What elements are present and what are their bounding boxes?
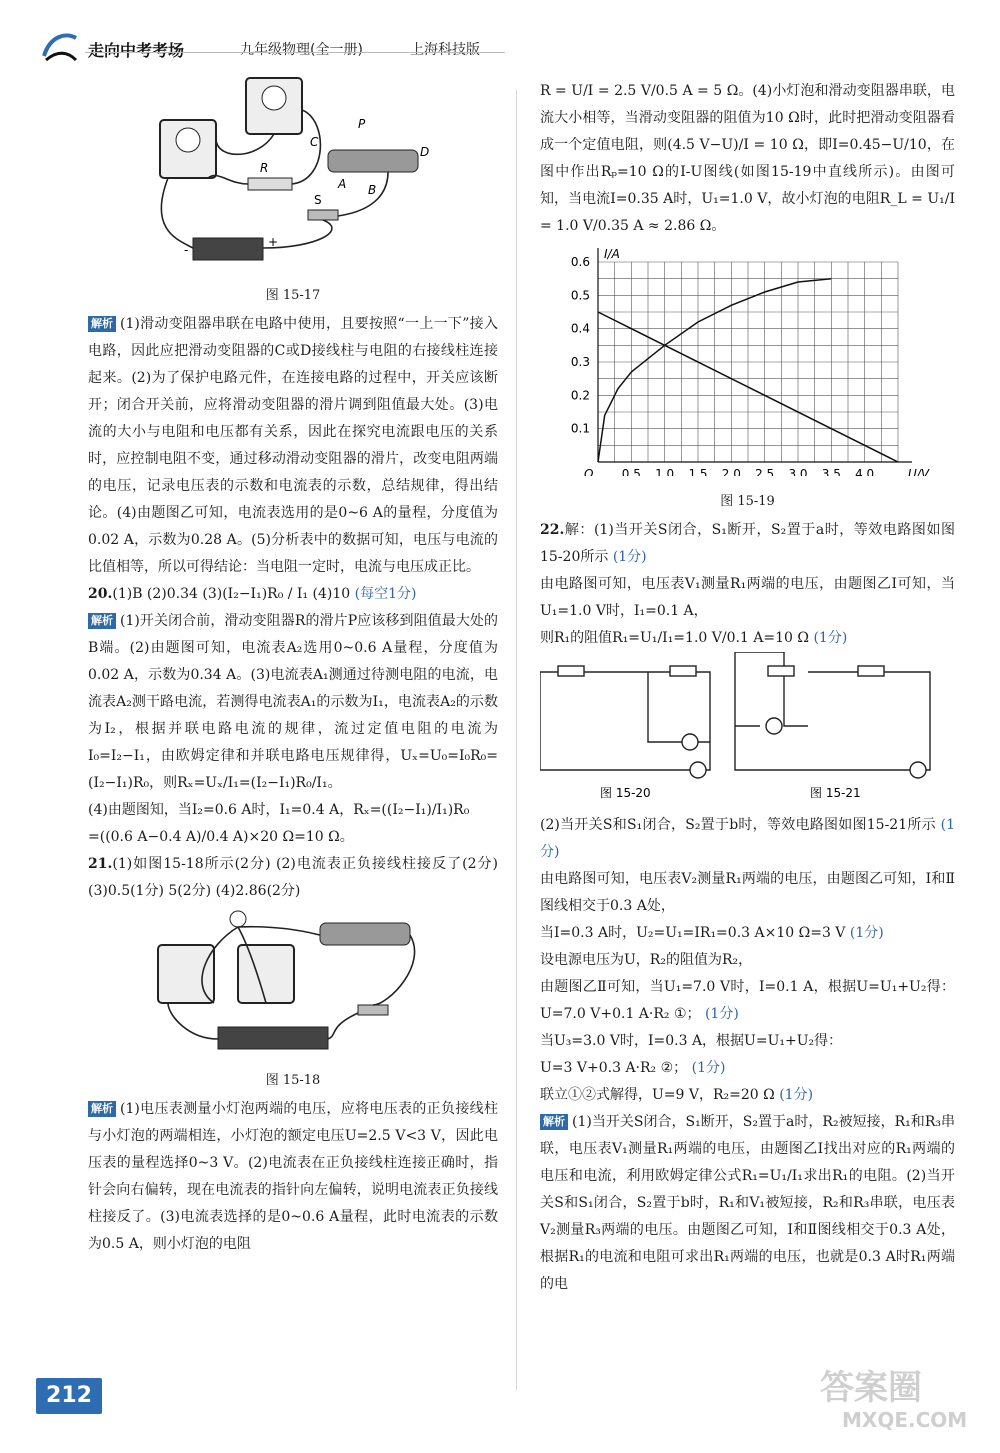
fig-15-21-caption: 图 15-21 xyxy=(810,786,861,800)
q20-number: 20. xyxy=(88,586,113,602)
q20-answer xyxy=(88,581,498,608)
watermark: 答案圈 xyxy=(820,1368,922,1408)
analysis-22 xyxy=(540,1109,955,1298)
rheostat-2 xyxy=(320,923,410,945)
voltmeter-dial xyxy=(262,86,286,110)
column-divider xyxy=(516,90,517,1390)
label-p: P xyxy=(358,117,366,131)
q22-part10-text: U=3 V+0.3 A·R₂ ②； xyxy=(540,1060,688,1076)
y-tick-label: 0.1 xyxy=(570,421,590,436)
fig-15-17-caption: 图 15-17 xyxy=(265,288,321,303)
x-tick-label: 4.0 xyxy=(855,467,875,476)
figure-15-19-chart xyxy=(540,240,955,476)
q22-part1-text: 解：(1)当开关S闭合，S₁断开，S₂置于a时，等效电路图如图15-20所示 xyxy=(540,522,955,565)
q21-number: 21. xyxy=(88,856,113,872)
y-tick-label: 0.6 xyxy=(570,255,590,269)
battery-2 xyxy=(218,1027,328,1049)
score: (1分) xyxy=(540,817,955,860)
label-d: D xyxy=(420,145,430,159)
brand-title: 走向中考考场 xyxy=(88,41,185,60)
page-number: 212 xyxy=(36,1378,102,1414)
x-tick-label: 3.5 xyxy=(821,467,841,476)
switch xyxy=(308,210,338,220)
q22-part10 xyxy=(540,1055,955,1082)
x-tick-label: 0.5 xyxy=(621,467,641,476)
analysis-22-text: (1)当开关S闭合，S₁断开，S₂置于a时，R₂被短接，R₁和R₃串联，电压表V₁测量R₁两端的电压，由题图乙Ⅰ找出对应的R₁两端的电压和电流，利用欧姆定律公式R₁=U₁/I₁求出R₁的电阻。(2)当开关S和S₁闭合，S₂置于b时，R₁和V₁被短接，R₂和R₃串联，电压表V₂测量R₃两端的电压。由题图乙可知，Ⅰ和Ⅱ图线相交于0.3 A处，根据R₁的电流和电阻可求出R₁两端的电压，也就是0.3 A时R₁两端的电 xyxy=(540,1114,955,1292)
analysis-tag: 解析 xyxy=(88,613,116,629)
y-axis-label: I/A xyxy=(604,247,620,261)
analysis-21 xyxy=(88,1096,498,1258)
q22-number: 22. xyxy=(540,522,565,538)
lamp-bulb xyxy=(230,911,246,927)
y-tick-label: 0.5 xyxy=(570,288,590,303)
q22-part3-text: 则R₁的阻值R₁=U₁/I₁=1.0 V/0.1 A=10 Ω xyxy=(540,630,810,646)
q22-part1 xyxy=(540,517,955,571)
q22-part11-text: 联立①②式解得，U=9 V，R₂=20 Ω xyxy=(540,1087,775,1103)
score: (1分) xyxy=(849,925,884,941)
analysis-20-text: (1)开关闭合前，滑动变阻器R的滑片P应该移到阻值最大处的B端。(2)由题图可知，电流表A₂选用0~0.6 A量程，分度值为0.02 A，示数为0.34 A。(3)电流表A₁测通过待测电阻的电流，电流表A₂测干路电流，若测得电流表A₁的示数为I₁，电流表A₂的示数为I₂，根据并联电路电流的规律，流过定值电阻的电流为I₀=I₂−I₁，由欧姆定律和并联电路电压规律得，Uₓ=U₀=I₀R₀=(I₂−I₁)R₀，则Rₓ=Uₓ/I₁=(I₂−I₁)R₀/I₁。 xyxy=(88,613,498,791)
left-column xyxy=(88,60,498,1258)
figure-15-18 xyxy=(88,905,498,1055)
analysis-20-result: =((0.6 A−0.4 A)/0.4 A)×20 Ω=10 Ω。 xyxy=(88,829,354,845)
circuit-15-20 xyxy=(540,666,710,778)
label-minus: - xyxy=(184,243,189,257)
y-tick-label: 0.4 xyxy=(570,321,590,336)
label-r: R xyxy=(260,161,269,175)
q22-part11 xyxy=(540,1082,955,1109)
fig-15-19-caption: 图 15-19 xyxy=(720,494,775,509)
ammeter-dial xyxy=(176,128,200,152)
x-tick-label: 1.0 xyxy=(655,467,675,476)
analysis-19-text: (1)滑动变阻器串联在电路中使用，且要按照“一上一下”接入电路，因此应把滑动变阻器的C或D接线柱与电阻的右接线柱连接起来。(2)为了保护电路元件，在连接电路的过程中，开关应该断开；闭合开关前，应将滑动变阻器的滑片调到阻值最大处。(3)电流的大小与电阻和电压都有关系，因此在探究电流跟电压的关系时，应控制电阻不变，通过移动滑动变阻器的滑片，改变电阻两端的电压，记录电压表的示数和电流表的示数，总结规律，得出结论。(4)由题图乙可知，电流表选用的是0~6 A的量程，分度值为0.02 A，示数为0.28 A。(5)分析表中的数据可知，电压与电流的比值相等，所以可得结论：当电阻一定时，电流与电压成正比。 xyxy=(88,316,498,575)
q21-answer-text: (1)如图15-18所示(2分) (2)电流表正负接线柱接反了(2分) (3)0.5(1分) 5(2分) (4)2.86(2分) xyxy=(88,856,498,899)
x-axis-label: U/V xyxy=(908,467,930,476)
q22-part7: 设电源电压为U，R₂的阻值为R₂， xyxy=(540,952,753,968)
analysis-21-text: (1)电压表测量小灯泡两端的电压，应将电压表的正负接线柱与小灯泡的两端相连，小灯泡的额定电压U=2.5 V<3 V，因此电压表的量程选择0~3 V。(2)电流表在正负接线柱连接正确时，指针会向右偏转，现在电流表的指针向左偏转，说明电流表正负接线柱接反了。(3)电流表选择的是0~0.6 A量程，此时电流表的示数为0.5 A，则小灯泡的电阻 xyxy=(88,1101,498,1252)
q22-part5: 由电路图可知，电压表V₂测量R₁两端的电压，由题图乙可知，Ⅰ和Ⅱ图线相交于0.3 A处， xyxy=(540,871,955,914)
book-title: 九年级物理(全一册) xyxy=(240,42,363,58)
x-tick-label: 2.5 xyxy=(755,467,775,476)
x-tick-label: 2.0 xyxy=(721,467,741,476)
circuit-15-21 xyxy=(735,652,930,778)
header-rule xyxy=(85,52,505,53)
label-c: C xyxy=(310,135,319,149)
rheostat xyxy=(328,150,418,172)
q22-part6 xyxy=(540,920,955,947)
score: (1分) xyxy=(612,549,647,565)
voltmeter-2 xyxy=(238,945,294,1003)
brand-logo-icon xyxy=(40,30,80,64)
resistor xyxy=(248,178,292,190)
watermark-url: MXQE.COM xyxy=(842,1408,968,1432)
q20-answer-text: (1)B (2)0.34 (3)(I₂−I₁)R₀ / I₁ (4)10 xyxy=(112,586,351,602)
analysis-19 xyxy=(88,311,498,581)
publisher: 上海科技版 xyxy=(410,42,480,58)
analysis-tag: 解析 xyxy=(88,316,116,332)
y-tick-label: 0.3 xyxy=(570,355,590,369)
q22-part4 xyxy=(540,812,955,866)
figure-15-17 xyxy=(88,60,498,270)
x-tick-label: 1.5 xyxy=(688,467,708,476)
fig-15-20-caption: 图 15-20 xyxy=(600,786,651,800)
q22-part9: 当U₃=3.0 V时，I=0.3 A，根据U=U₁+U₂得： xyxy=(540,1033,843,1049)
battery xyxy=(193,238,263,260)
analysis-20 xyxy=(88,608,498,797)
origin-label: O xyxy=(584,467,594,476)
fig-15-18-caption: 图 15-18 xyxy=(265,1073,321,1088)
switch-2 xyxy=(358,1005,388,1015)
y-tick-label: 0.2 xyxy=(570,388,590,403)
analysis-tag: 解析 xyxy=(540,1114,568,1130)
score: (1分) xyxy=(779,1087,814,1103)
score: (1分) xyxy=(704,1006,739,1022)
q20-score: (每空1分) xyxy=(354,586,417,602)
score: (1分) xyxy=(813,630,848,646)
q22-part3 xyxy=(540,625,955,652)
q22-part2: 由电路图可知，电压表V₁测量R₁两端的电压，由题图乙Ⅰ可知，当U₁=1.0 V时，I₁=0.1 A， xyxy=(540,576,955,619)
q21-answer xyxy=(88,851,498,905)
label-s: S xyxy=(314,193,322,207)
q22-part6-text: 当I=0.3 A时，U₂=U₁=IR₁=0.3 A×10 Ω=3 V xyxy=(540,925,846,941)
figures-15-20-21 xyxy=(540,652,955,802)
label-plus: + xyxy=(268,235,279,249)
q22-part8-text: 由题图乙Ⅱ可知，当U₁=7.0 V时，I=0.1 A，根据U=U₁+U₂得：U=7.0 V+0.1 A·R₂ ①； xyxy=(540,979,955,1022)
label-b: B xyxy=(368,183,377,197)
analysis-21-cont: R = U/I = 2.5 V/0.5 A = 5 Ω。(4)小灯泡和滑动变阻器串联，电流大小相等，当滑动变阻器的阻值为10 Ω时，此时把滑动变阻器看成一个定值电阻，则(4.5 V−U)/I = 10 Ω，即I=0.45−U/10，在图中作出Rₚ=10 Ω的I-U图线(如图15-19中直线所示)。由图可知，当电流I=0.35 A时，U₁=1.0 V，故小灯泡的电阻R_L = U₁/I = 1.0 V/0.35 A ≈ 2.86 Ω。 xyxy=(540,83,955,234)
x-tick-label: 3.0 xyxy=(788,467,808,476)
q22-part8 xyxy=(540,974,955,1028)
score: (1分) xyxy=(691,1060,726,1076)
q22-part4-text: (2)当开关S和S₁闭合，S₂置于b时，等效电路图如图15-21所示 xyxy=(540,817,936,833)
label-a: A xyxy=(338,177,347,191)
analysis-20-part4: (4)由题图知，当I₂=0.6 A时，I₁=0.4 A，Rₓ=((I₂−I₁)/I₁)R₀ xyxy=(88,802,470,818)
right-column xyxy=(540,78,955,1298)
analysis-tag: 解析 xyxy=(88,1101,116,1117)
